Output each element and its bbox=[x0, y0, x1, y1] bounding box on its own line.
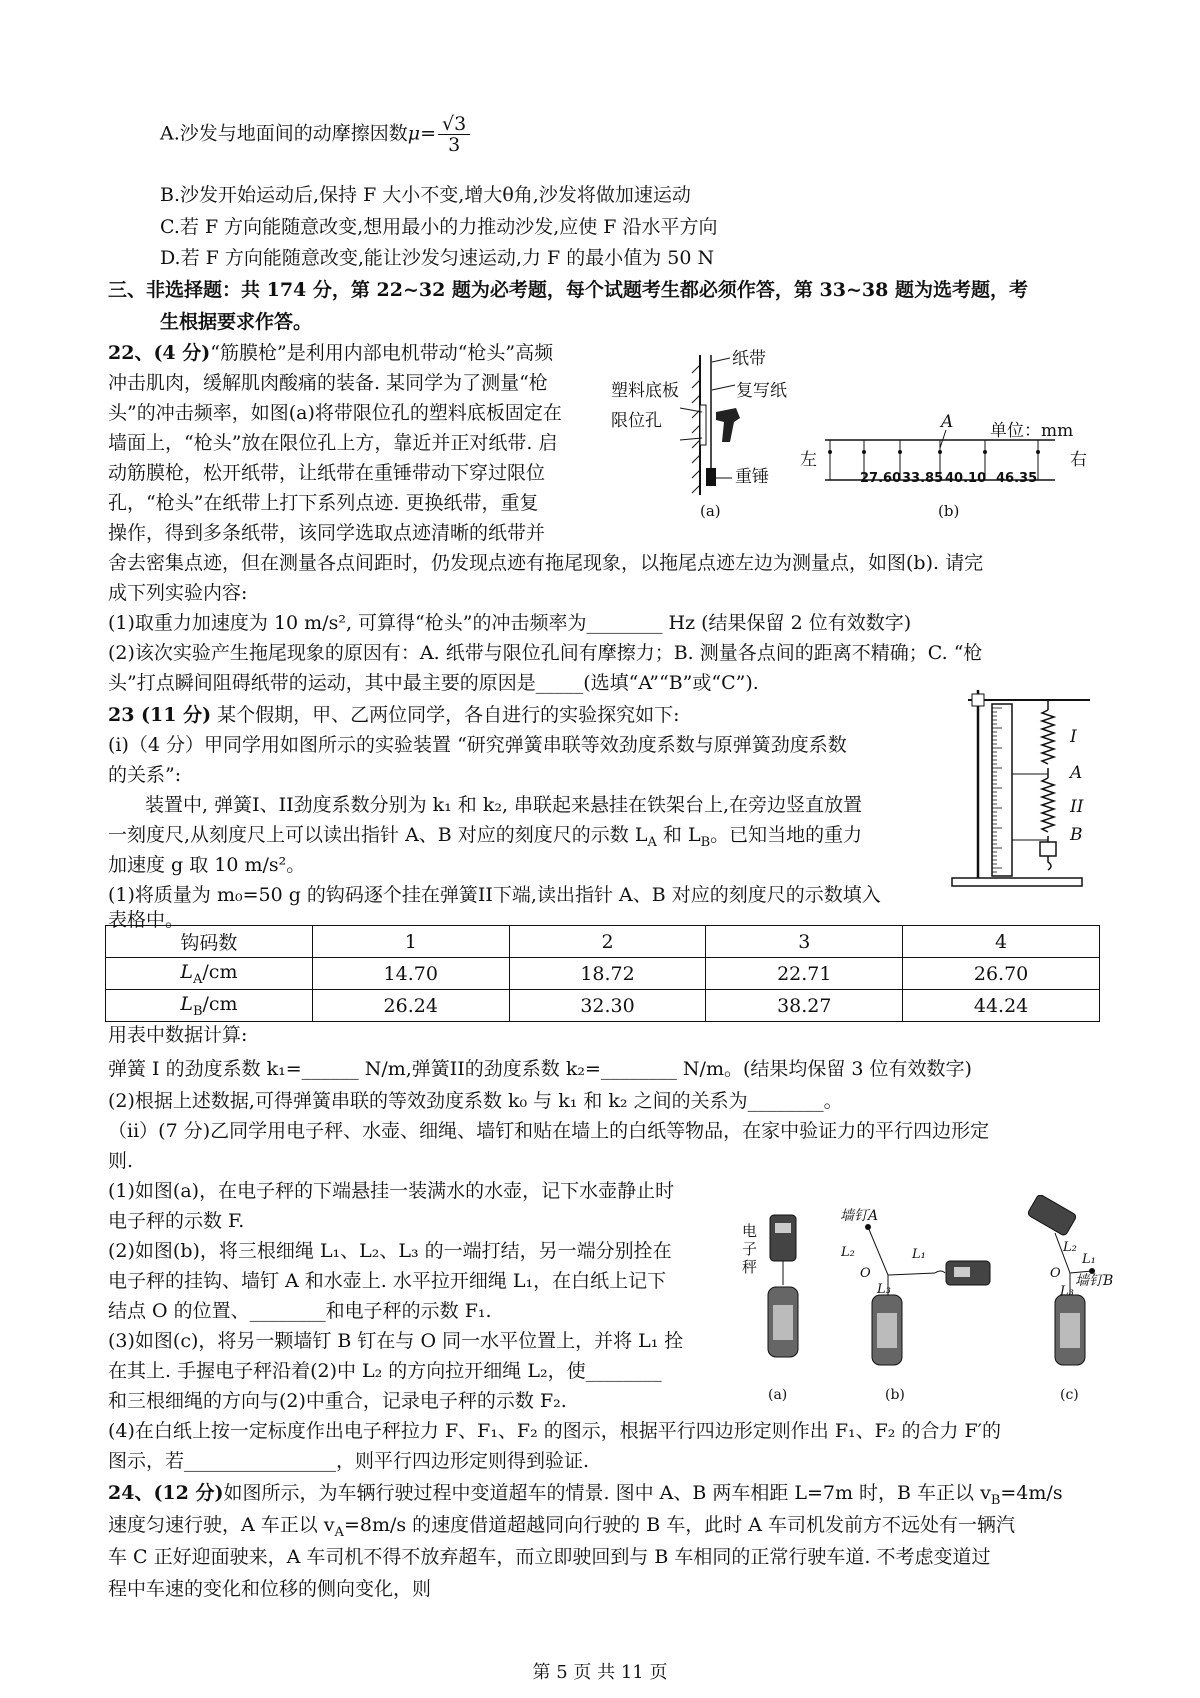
spring-label-i: I bbox=[1070, 727, 1077, 747]
q24-line-4: 程中车速的变化和位移的侧向变化，则 bbox=[108, 1578, 432, 1600]
q23-ii-line-1: （ii）(7 分)乙同学用电子秤、水壶、细绳、墙钉和贴在墙上的白纸等物品，在家中验证力的平行四边形定 bbox=[108, 1120, 990, 1142]
q23-step-2b: 电子秤的挂钩、墙钉 A 和水壶上. 水平拉开细绳 L₁，在白纸上记下 bbox=[108, 1270, 667, 1292]
table-cell: 18.72 bbox=[509, 958, 706, 990]
option-a-text: A.沙发与地面间的动摩擦因数 bbox=[160, 122, 408, 145]
q23-i-line-1: (i)（4 分）甲同学用如图所示的实验装置 “研究弹簧串联等效劲度系数与原弹簧劲度系数 bbox=[108, 734, 847, 756]
spring-data-table bbox=[105, 925, 1100, 1022]
page-footer: 第 5 页 共 11 页 bbox=[532, 1662, 668, 1683]
q22-part-2b: 头”打点瞬间阻碍纸带的运动，其中最主要的原因是_____(选填“A”“B”或“C”). bbox=[108, 672, 759, 694]
fig-c-l2: L₂ bbox=[1063, 1240, 1077, 1255]
row-label-unit: /cm bbox=[202, 992, 238, 1015]
fig-b-l1: L₁ bbox=[912, 1247, 926, 1262]
section-3-heading-cont: 生根据要求作答。 bbox=[160, 311, 313, 333]
fig22b-segment-2: 33.85 bbox=[902, 471, 944, 486]
fig22a-caption: (a) bbox=[700, 502, 721, 520]
spring-label-ii: II bbox=[1070, 797, 1084, 817]
table-cell: 32.30 bbox=[509, 990, 706, 1022]
fig22a-label-carbon: 复写纸 bbox=[736, 381, 787, 401]
figure-23-scale bbox=[740, 1195, 1100, 1410]
scale-label-2: 子 bbox=[742, 1240, 758, 1258]
q22-part-1: (1)取重力加速度为 10 m/s², 可算得“枪头”的冲击频率为________ Hz (结果保留 2 位有效数字) bbox=[108, 612, 912, 634]
fig22a-label-weight: 重锤 bbox=[735, 467, 769, 487]
q23-step-4b: 图示，若________________，则平行四边形定则得到验证. bbox=[108, 1450, 590, 1472]
fig-c-l1: L₁ bbox=[1082, 1252, 1096, 1267]
q22-number: 22、(4 分) bbox=[108, 342, 211, 364]
fig22b-label-a: A bbox=[941, 412, 954, 432]
equals-sign: = bbox=[420, 122, 437, 145]
q22-part-2a: (2)该次实验产生拖尾现象的原因有：A. 纸带与限位孔间有摩擦力；B. 测量各点间的距离不精确；C. “枪 bbox=[108, 642, 983, 664]
row-label-l: L bbox=[180, 992, 193, 1015]
q24-text-2: 速度匀速行驶，A 车正以 v bbox=[108, 1514, 335, 1536]
fig-b-l2: L₂ bbox=[841, 1245, 855, 1260]
spring-label-b: B bbox=[1070, 825, 1083, 845]
fig-c-o: O bbox=[1050, 1266, 1061, 1281]
table-row bbox=[106, 958, 1100, 990]
q22-line-7: 操作，得到多条纸带，该同学选取点迹清晰的纸带并 bbox=[108, 522, 546, 544]
q23-i-line-4-text: 一刻度尺,从刻度尺上可以读出指针 A、B 对应的刻度尺的示数 L bbox=[108, 824, 648, 846]
scale-label-3: 秤 bbox=[742, 1258, 758, 1276]
row-label-sub: A bbox=[193, 971, 203, 987]
table-row-label bbox=[106, 958, 313, 990]
option-d: D.若 F 方向能随意改变,能让沙发匀速运动,力 F 的最小值为 50 N bbox=[160, 247, 715, 269]
q23-intro: 某个假期，甲、乙两位同学，各自进行的实验探究如下: bbox=[217, 704, 680, 726]
q22-line-9: 成下列实验内容: bbox=[108, 582, 248, 604]
fig22a-label-plate: 塑料底板 bbox=[611, 381, 679, 401]
fig-scale-caption-b: (b) bbox=[885, 1387, 905, 1403]
table-cell: 14.70 bbox=[312, 958, 509, 990]
q22-line-3: 头”的冲击频率，如图(a)将带限位孔的塑料底板固定在 bbox=[108, 402, 562, 424]
mu-symbol: μ bbox=[407, 122, 421, 145]
subscript-a: A bbox=[647, 834, 657, 850]
table-cell: 26.70 bbox=[903, 958, 1100, 990]
fig22b-left: 左 bbox=[800, 450, 817, 470]
q23-step-2a: (2)如图(b)，将三根细绳 L₁、L₂、L₃ 的一端打结，另一端分别拴在 bbox=[108, 1240, 672, 1262]
q23-step-3a: (3)如图(c)，将另一颗墙钉 B 钉在与 O 同一水平位置上，并将 L₁ 拴 bbox=[108, 1330, 684, 1352]
q23-i-line-2: 的关系”: bbox=[108, 764, 182, 786]
q23-step-1b: 电子秤的示数 F. bbox=[108, 1210, 245, 1232]
q23-step-2c: 结点 O 的位置、________和电子秤的示数 F₁. bbox=[108, 1300, 492, 1322]
fig-b-l3: L₃ bbox=[877, 1282, 891, 1297]
q23-i-line-5: 加速度 g 取 10 m/s²。 bbox=[108, 854, 306, 876]
fig22b-right: 右 bbox=[1070, 450, 1087, 470]
table-header-row bbox=[106, 926, 1100, 958]
subscript-b: B bbox=[990, 1492, 1001, 1508]
q22-text-1: “筋膜枪”是利用内部电机带动“枪头”高频 bbox=[210, 342, 554, 364]
q22-line-1 bbox=[108, 338, 553, 368]
q23-line-intro bbox=[108, 700, 680, 730]
q24-text-2-end: =8m/s 的速度借道超越同向行驶的 B 车，此时 A 车司机发前方不远处有一辆汽 bbox=[343, 1514, 1015, 1536]
fig-b-o: O bbox=[860, 1266, 871, 1281]
q23-i-line-3: 装置中, 弹簧I、II劲度系数分别为 k₁ 和 k₂, 串联起来悬挂在铁架台上,在旁边竖直放置 bbox=[145, 794, 863, 816]
row-label-unit: /cm bbox=[202, 960, 238, 983]
table-header-cell: 3 bbox=[706, 926, 903, 958]
fig-scale-caption-a: (a) bbox=[768, 1387, 788, 1403]
table-header-cell: 钩码数 bbox=[106, 926, 313, 958]
fig22b-segment-1: 27.60 bbox=[860, 471, 902, 486]
q23-after-3: (2)根据上述数据,可得弹簧串联的等效劲度系数 k₀ 与 k₁ 和 k₂ 之间的关系为________。 bbox=[108, 1090, 843, 1112]
fig22a-label-hole: 限位孔 bbox=[611, 411, 662, 431]
section-3-heading: 三、非选择题：共 174 分，第 22~32 题为必考题，每个试题考生都必须作答，第 33~38 题为选考题，考 bbox=[108, 279, 1028, 301]
fig22b-segment-3: 40.10 bbox=[945, 471, 987, 486]
subscript-b: B bbox=[700, 834, 711, 850]
q22-line-5: 动筋膜枪，松开纸带，让纸带在重锤带动下穿过限位 bbox=[108, 462, 546, 484]
q22-line-2: 冲击肌肉，缓解肌肉酸痛的装备. 某同学为了测量“枪 bbox=[108, 372, 548, 394]
table-header-cell: 4 bbox=[903, 926, 1100, 958]
fig22a-label-paper: 纸带 bbox=[732, 349, 766, 369]
nail-b-label: 墙钉B bbox=[1075, 1273, 1114, 1289]
q24-number: 24、(12 分) bbox=[108, 1482, 224, 1504]
row-label-l: L bbox=[180, 960, 194, 983]
table-cell: 22.71 bbox=[706, 958, 903, 990]
q22-line-6: 孔，“枪头”在纸带上打下系列点迹. 更换纸带，重复 bbox=[108, 492, 539, 514]
q23-step-1a: (1)如图(a)，在电子秤的下端悬挂一装满水的水壶，记下水壶静止时 bbox=[108, 1180, 675, 1202]
q23-i-line-4-end: 。已知当地的重力 bbox=[710, 824, 863, 846]
q23-step-3b: 在其上. 手握电子秤沿着(2)中 L₂ 的方向拉开细绳 L₂，使________ bbox=[108, 1360, 662, 1382]
fig22b-caption: (b) bbox=[938, 502, 960, 520]
q23-step-3c: 和三根细绳的方向与(2)中重合，记录电子秤的示数 F₂. bbox=[108, 1390, 567, 1412]
option-b: B.沙发开始运动后,保持 F 大小不变,增大θ角,沙发将做加速运动 bbox=[160, 184, 691, 206]
fig22b-unit: 单位：mm bbox=[990, 421, 1074, 441]
table-header-cell: 2 bbox=[509, 926, 706, 958]
row-label-sub: B bbox=[192, 1003, 203, 1019]
q24-line-3: 车 C 正好迎面驶来，A 车司机不得不放弃超车，而立即驶回到与 B 车相同的正常行驶车道. 不考虑变道过 bbox=[108, 1546, 991, 1568]
table-cell: 38.27 bbox=[706, 990, 903, 1022]
spring-label-a: A bbox=[1070, 763, 1083, 783]
q23-number: 23 (11 分) bbox=[108, 704, 212, 726]
q23-i-line-7: 表格中。 bbox=[108, 909, 185, 931]
q23-step-4a: (4)在白纸上按一定标度作出电子秤拉力 F、F₁、F₂ 的图示，根据平行四边形定则作出 F₁、F₂ 的合力 F′的 bbox=[108, 1420, 1001, 1442]
fig-scale-caption-c: (c) bbox=[1060, 1387, 1079, 1403]
table-cell: 26.24 bbox=[312, 990, 509, 1022]
option-a bbox=[160, 114, 470, 155]
table-cell: 44.24 bbox=[903, 990, 1100, 1022]
q23-after-2: 弹簧 I 的劲度系数 k₁=______ N/m,弹簧II的劲度系数 k₂=________ N/m。(结果均保留 3 位有效数字) bbox=[108, 1058, 972, 1080]
nail-a-label: 墙钉A bbox=[840, 1208, 879, 1224]
q22-line-4: 墙面上，“枪头”放在限位孔上方，靠近并正对纸带. 启 bbox=[108, 432, 558, 454]
table-row-label bbox=[106, 990, 313, 1022]
option-c: C.若 F 方向能随意改变,想用最小的力推动沙发,应使 F 沿水平方向 bbox=[160, 216, 718, 238]
subscript-a: A bbox=[334, 1524, 344, 1540]
q23-after-1: 用表中数据计算: bbox=[108, 1024, 248, 1046]
scale-label-1: 电 bbox=[742, 1222, 758, 1240]
q24-text-1-end: =4m/s bbox=[1000, 1482, 1063, 1504]
q24-text-1: 如图所示，为车辆行驶过程中变道超车的情景. 图中 A、B 两车相距 L=7m 时，B 车正以 v bbox=[223, 1482, 991, 1504]
q22-line-8: 舍去密集点迹，但在测量各点间距时，仍发现点迹有拖尾现象，以拖尾点迹左边为测量点，如图(b). 请完 bbox=[108, 552, 984, 574]
fraction-denominator: 3 bbox=[448, 134, 461, 156]
table-row bbox=[106, 990, 1100, 1022]
table-header-cell: 1 bbox=[312, 926, 509, 958]
q23-i-line-4-mid: 和 L bbox=[656, 824, 701, 846]
fraction-numerator: √3 bbox=[438, 114, 470, 135]
fig-c-l3: L₃ bbox=[1060, 1284, 1074, 1299]
q23-ii-line-2: 则. bbox=[108, 1150, 134, 1172]
q23-i-line-6: (1)将质量为 m₀=50 g 的钩码逐个挂在弹簧II下端,读出指针 A、B 对应的刻度尺的示数填入 bbox=[108, 884, 881, 906]
fig22b-segment-4: 46.35 bbox=[996, 471, 1038, 486]
sqrt3-over-3 bbox=[438, 114, 470, 155]
